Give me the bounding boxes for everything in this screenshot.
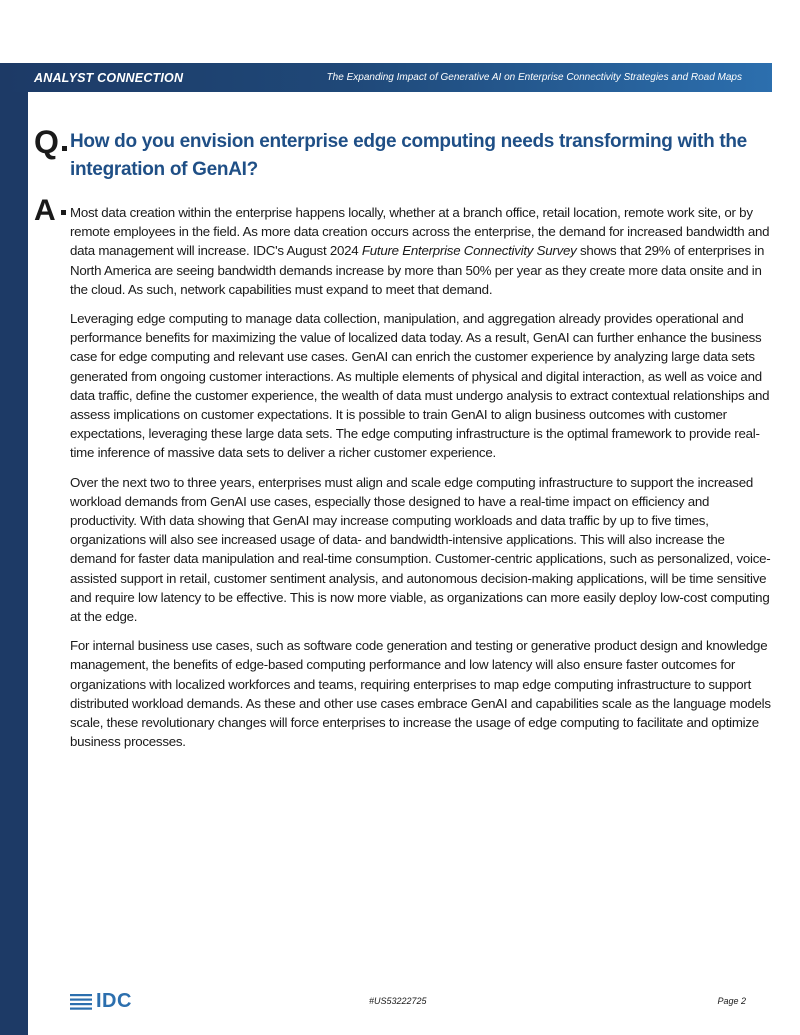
answer-paragraph-4: For internal business use cases, such as software code generation and testing or generative product design and knowledge management, the benefits of edge-based computing performance and low latency will also ensure faster outcomes for organizations with localized workforces and teams, requiring enterprises to map edge computing infrastructure to support distributed workload demands. As these and other use cases embrace GenAI and capabilities scale as the language models scale, these revolutionary changes will force enterprises to increase the usage of edge computing to facilitate and optimize business processes.	[70, 638, 771, 750]
page-number: Page 2	[717, 996, 746, 1006]
question-marker-dot	[62, 146, 67, 151]
answer-paragraph-3: Over the next two to three years, enterprises must align and scale edge computing infrastructure to support the increased workload demands from GenAI use cases, especially those designed to have a real-time impact on efficiency and productivity. With data showing that GenAI may increase computing workloads and data traffic by up to five times, organizations will also see increased usage of data- and bandwidth-intensive applications. This will also increase the demand for faster data manipulation and real-time consumption. Customer-centric applications, such as personalized, voice-assisted support in retail, customer sentiment analysis, and autonomous decision-making applications, will be time sensitive and require low latency to be effective. This is now more viable, as organizations can more easily deploy low-cost computing at the edge.	[70, 474, 771, 625]
page-footer	[0, 990, 800, 1014]
answer-block	[34, 196, 774, 761]
answer-paragraph-1	[70, 203, 774, 299]
idc-logo-text: IDC	[96, 990, 132, 1012]
document-number: #US53222725	[369, 996, 427, 1006]
question-text: How do you envision enterprise edge computing needs transforming with the integration of GenAI?	[70, 131, 747, 180]
answer-marker-dot	[61, 210, 66, 215]
answer-marker: A	[34, 194, 56, 227]
left-margin-bar	[0, 63, 28, 1035]
idc-logo	[70, 990, 132, 1013]
question-block	[34, 124, 774, 184]
survey-title: Future Enterprise Connectivity Survey	[361, 243, 577, 259]
section-label: ANALYST CONNECTION	[34, 70, 184, 85]
question-marker: Q	[34, 124, 59, 160]
idc-globe-icon	[70, 992, 92, 1012]
answer-paragraph-2: Leveraging edge computing to manage data collection, manipulation, and aggregation already provides operational and performance benefits for maximizing the value of localized data today. As a result, GenAI can further enhance the business case for edge computing and relevant use cases. GenAI can enrich the customer experience by analyzing large data sets generated from ongoing customer interactions. As multiple elements of physical and digital interaction, as well as voice and data traffic, define the customer experience, the wealth of data must undergo analysis to extract contextual relationships and assess implications on customer expectations. It is possible to train GenAI to align business outcomes with customer expectations, leveraging these large data sets. The edge computing infrastructure is the optimal framework to provide real-time inference of massive data sets to deliver a richer customer experience.	[70, 311, 770, 461]
paragraph-1-end: shows that 29% of enterprises in North America are seeing bandwidth demands increase by more than 50% per year as they create more data onsite and in the cloud. As such, network capabilities must expand to meet that demand.	[70, 243, 765, 297]
document-title: The Expanding Impact of Generative AI on Enterprise Connectivity Strategies and Road Maps	[326, 72, 742, 83]
answer-body	[70, 203, 774, 751]
paragraph-1-start: Most data creation within the enterprise happens locally, whether at a branch office, retail location, remote work site, or by remote employees in the field. As more data creation occurs across the enterprise, the demand for increased bandwidth and data management will increase. IDC's August 2024	[70, 205, 770, 259]
header-band	[0, 63, 772, 92]
